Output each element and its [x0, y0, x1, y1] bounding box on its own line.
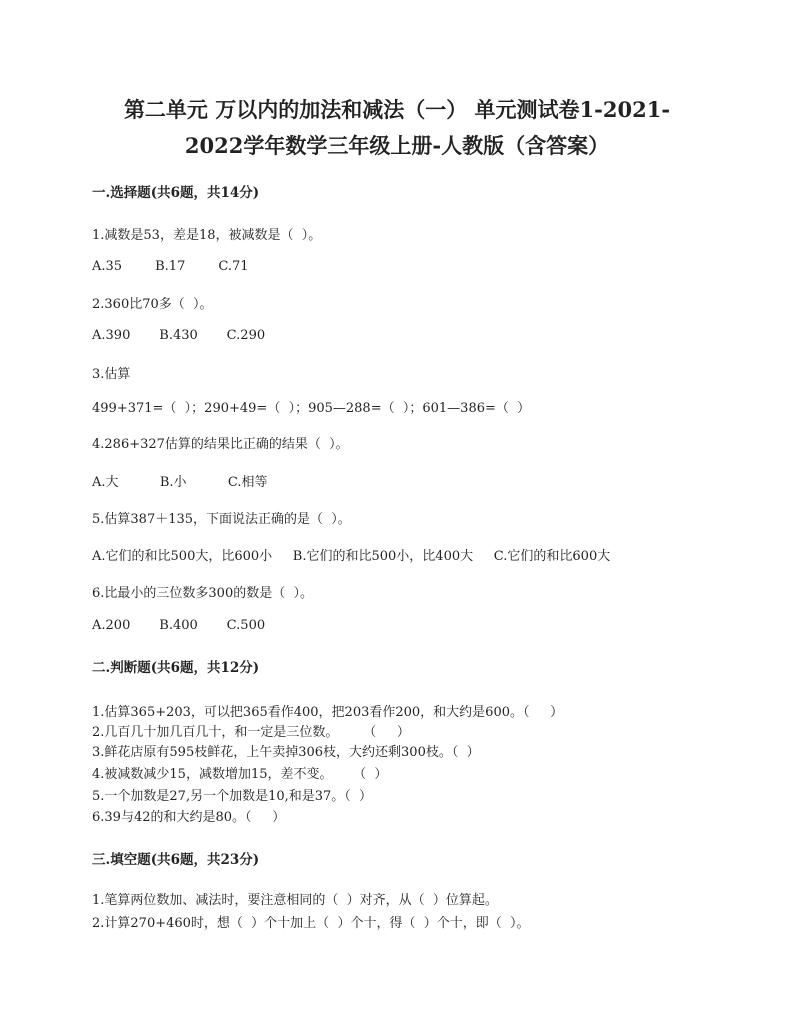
options-line: A.200 B.400 C.500	[92, 618, 266, 633]
document-title-line-1: 第二单元 万以内的加法和减法（一） 单元测试卷1-2021-	[123, 97, 671, 122]
document-title-line-2: 2022学年数学三年级上册-人教版（含答案）	[184, 133, 610, 158]
section-heading-judge: 二.判断题(共6题，共12分)	[92, 660, 260, 676]
question-line: 5.一个加数是27,另一个加数是10,和是37。（ ）	[92, 789, 373, 804]
question-line: 2.360比70多（ ）。	[92, 297, 213, 312]
question-line: 3.鲜花店原有595枝鲜花，上午卖掉306枝，大约还剩300枝。（ ）	[92, 745, 480, 760]
section-heading-fill: 三.填空题(共6题，共23分)	[92, 852, 260, 868]
question-line: 6.比最小的三位数多300的数是（ ）。	[92, 586, 313, 601]
section-heading-choice: 一.选择题(共6题，共14分)	[92, 185, 260, 201]
question-line: 6.39与42的和大约是80。（ ）	[92, 810, 286, 825]
options-line: A.它们的和比500大，比600小 B.它们的和比500小，比400大 C.它们的和比600大	[92, 549, 611, 564]
question-line: 3.估算	[92, 367, 131, 382]
options-line: A.大 B.小 C.相等	[92, 475, 268, 490]
question-line: 4.被减数减少15，减数增加15，差不变。 （ ）	[92, 767, 388, 782]
options-line: A.35 B.17 C.71	[92, 259, 249, 274]
question-line: 2.几百几十加几百几十，和一定是三位数。 （ ）	[92, 725, 410, 740]
question-line: 1.减数是53，差是18，被减数是（ ）。	[92, 228, 322, 243]
question-line: 5.估算387＋135，下面说法正确的是（ ）。	[92, 512, 351, 527]
question-line: 499+371=（ ）；290+49=（ ）；905—288=（ ）；601—386=（ ）	[92, 401, 531, 416]
question-line: 1.估算365+203，可以把365看作400，把203看作200，和大约是600。（ ）	[92, 705, 564, 720]
question-line: 4.286+327估算的结果比正确的结果（ ）。	[92, 437, 349, 452]
question-line: 1.笔算两位数加、减法时，要注意相同的（ ）对齐，从（ ）位算起。	[92, 893, 498, 908]
options-line: A.390 B.430 C.290	[92, 328, 266, 343]
question-line: 2.计算270+460时，想（ ）个十加上（ ）个十，得（ ）个十，即（ ）。	[92, 916, 530, 931]
